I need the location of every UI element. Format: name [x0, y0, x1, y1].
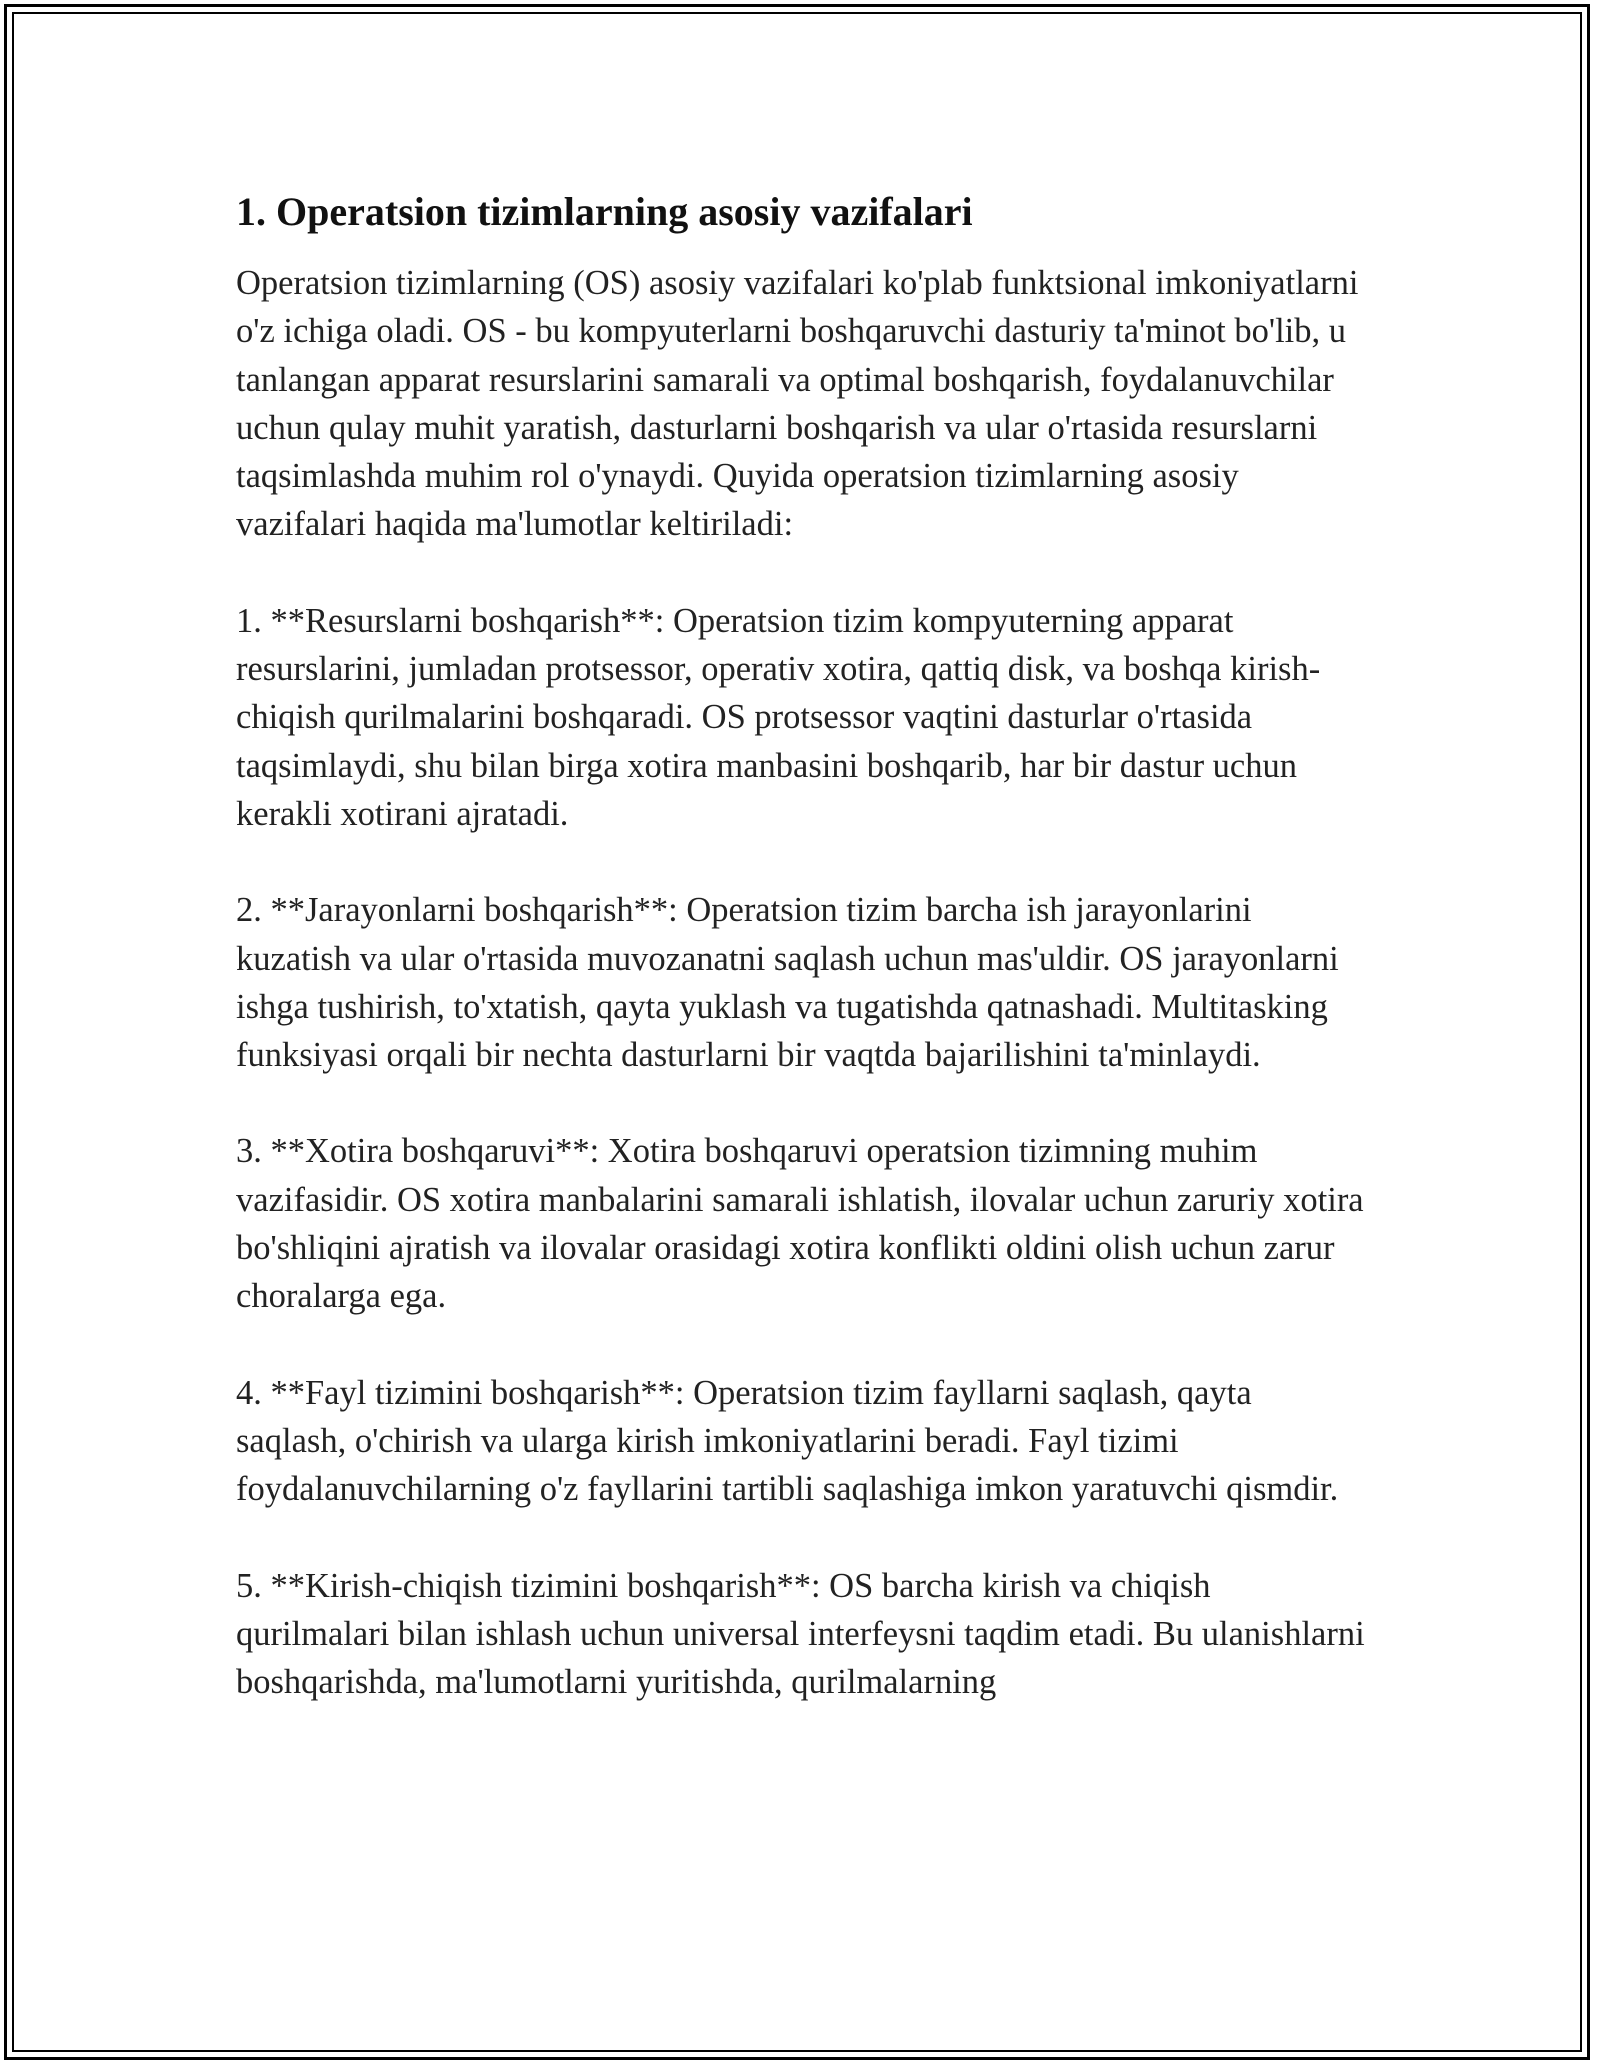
list-item-memory-management: 3. **Xotira boshqaruvi**: Xotira boshqaruvi operatsion tizimning muhim vazifasidir. OS xotira manbalarini samarali ishlatish, ilovalar uchun zaruriy xotira bo'shliqini ajratish va ilovalar orasidagi xotira konflikti oldini olish uchun zarur choralarga ega.	[236, 1132, 1364, 1316]
section-heading: 1. Operatsion tizimlarning asosiy vazifalari	[236, 189, 973, 234]
list-item-resource-management: 1. **Resurslarni boshqarish**: Operatsion tizim kompyuterning apparat resurslarini, jumladan protsessor, operativ xotira, qattiq disk, va boshqa kirish-chiqish qurilmalarini boshqaradi. OS protsessor vaqtini dasturlar o'rtasida taqsimlaydi, shu bilan birga xotira manbasini boshqarib, har bir dastur uchun kerakli xotirani ajratadi.	[236, 601, 1321, 833]
list-item-file-system-management: 4. **Fayl tizimini boshqarish**: Operatsion tizim fayllarni saqlash, qayta saqlash, o'chirish va ularga kirish imkoniyatlarini beradi. Fayl tizimi foydalanuvchilarning o'z fayllarini tartibli saqlashiga imkon yaratuvchi qismdir.	[236, 1373, 1339, 1509]
intro-paragraph: Operatsion tizimlarning (OS) asosiy vazifalari ko'plab funktsional imkoniyatlarni o'z ichiga oladi. OS - bu kompyuterlarni boshqaruvchi dasturiy ta'minot bo'lib, u tanlangan apparat resurslarini samarali va optimal boshqarish, foydalanuvchilar uchun qulay muhit yaratish, dasturlarni boshqarish va ular o'rtasida resurslarni taqsimlashda muhim rol o'ynaydi. Quyida operatsion tizimlarning asosiy vazifalari haqida ma'lumotlar keltiriladi:	[236, 264, 1359, 544]
document-body	[236, 185, 1366, 1754]
list-item-io-management: 5. **Kirish-chiqish tizimini boshqarish**: OS barcha kirish va chiqish qurilmalari bilan ishlash uchun universal interfeysni taqdim etadi. Bu ulanishlarni boshqarishda, ma'lumotlarni yuritishda, qurilmalarning	[236, 1566, 1365, 1702]
list-item-process-management: 2. **Jarayonlarni boshqarish**: Operatsion tizim barcha ish jarayonlarini kuzatish va ular o'rtasida muvozanatni saqlash uchun mas'uldir. OS jarayonlarni ishga tushirish, to'xtatish, qayta yuklash va tugatishda qatnashadi. Multitasking funksiyasi orqali bir nechta dasturlarni bir vaqtda bajarilishini ta'minlaydi.	[236, 891, 1339, 1075]
